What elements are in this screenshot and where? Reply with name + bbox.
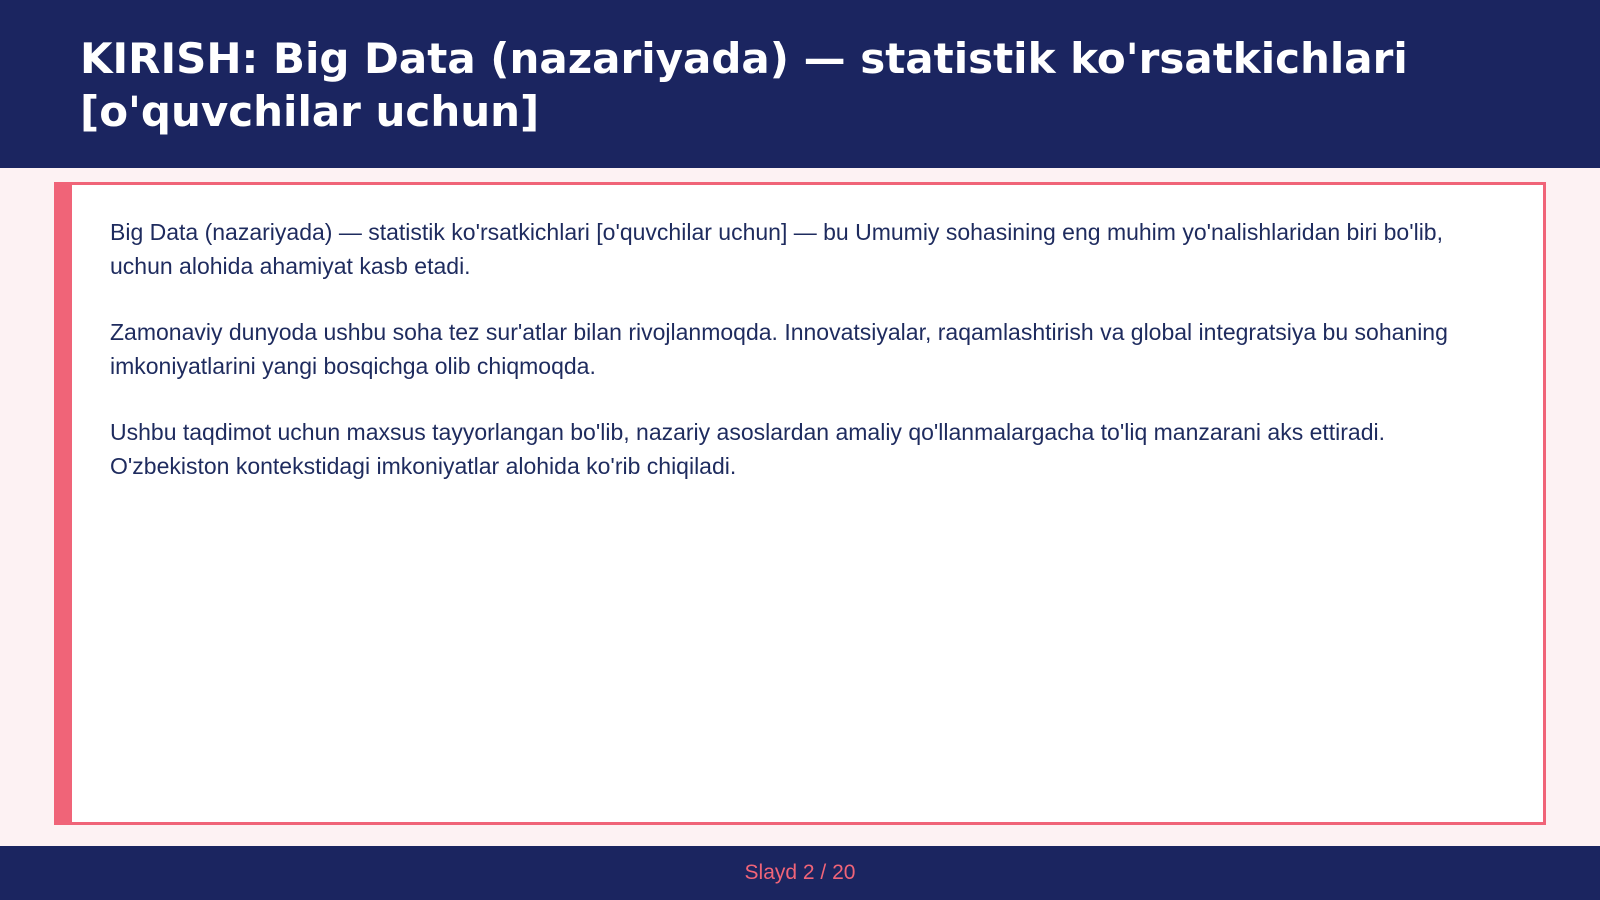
content-card [54,182,1546,825]
intro-paragraph-3: Ushbu taqdimot uchun maxsus tayyorlangan bo'lib, nazariy asoslardan amaliy qo'llanmalargacha to'liq manzarani aks ettiradi. O'zbekiston kontekstidagi imkoniyatlar alohida ko'rib chiqiladi. [110,419,1386,479]
slide-counter: Slayd 2 / 20 [744,861,856,884]
intro-paragraph-2: Zamonaviy dunyoda ushbu soha tez sur'atlar bilan rivojlanmoqda. Innovatsiyalar, raqamlashtirish va global integratsiya bu sohaning imkoniyatlarini yangi bosqichga olib chiqmoqda. [110,319,1448,379]
intro-paragraph-1: Big Data (nazariyada) — statistik ko'rsatkichlari [o'quvchilar uchun] — bu Umumiy sohasining eng muhim yo'nalishlaridan biri bo'lib, uchun alohida ahamiyat kasb etadi. [110,219,1443,279]
slide-header [0,0,1600,168]
slide-title: KIRISH: Big Data (nazariyada) — statistik ko'rsatkichlari [o'quvchilar uchun] [80,34,1408,136]
slide-footer [0,846,1600,900]
